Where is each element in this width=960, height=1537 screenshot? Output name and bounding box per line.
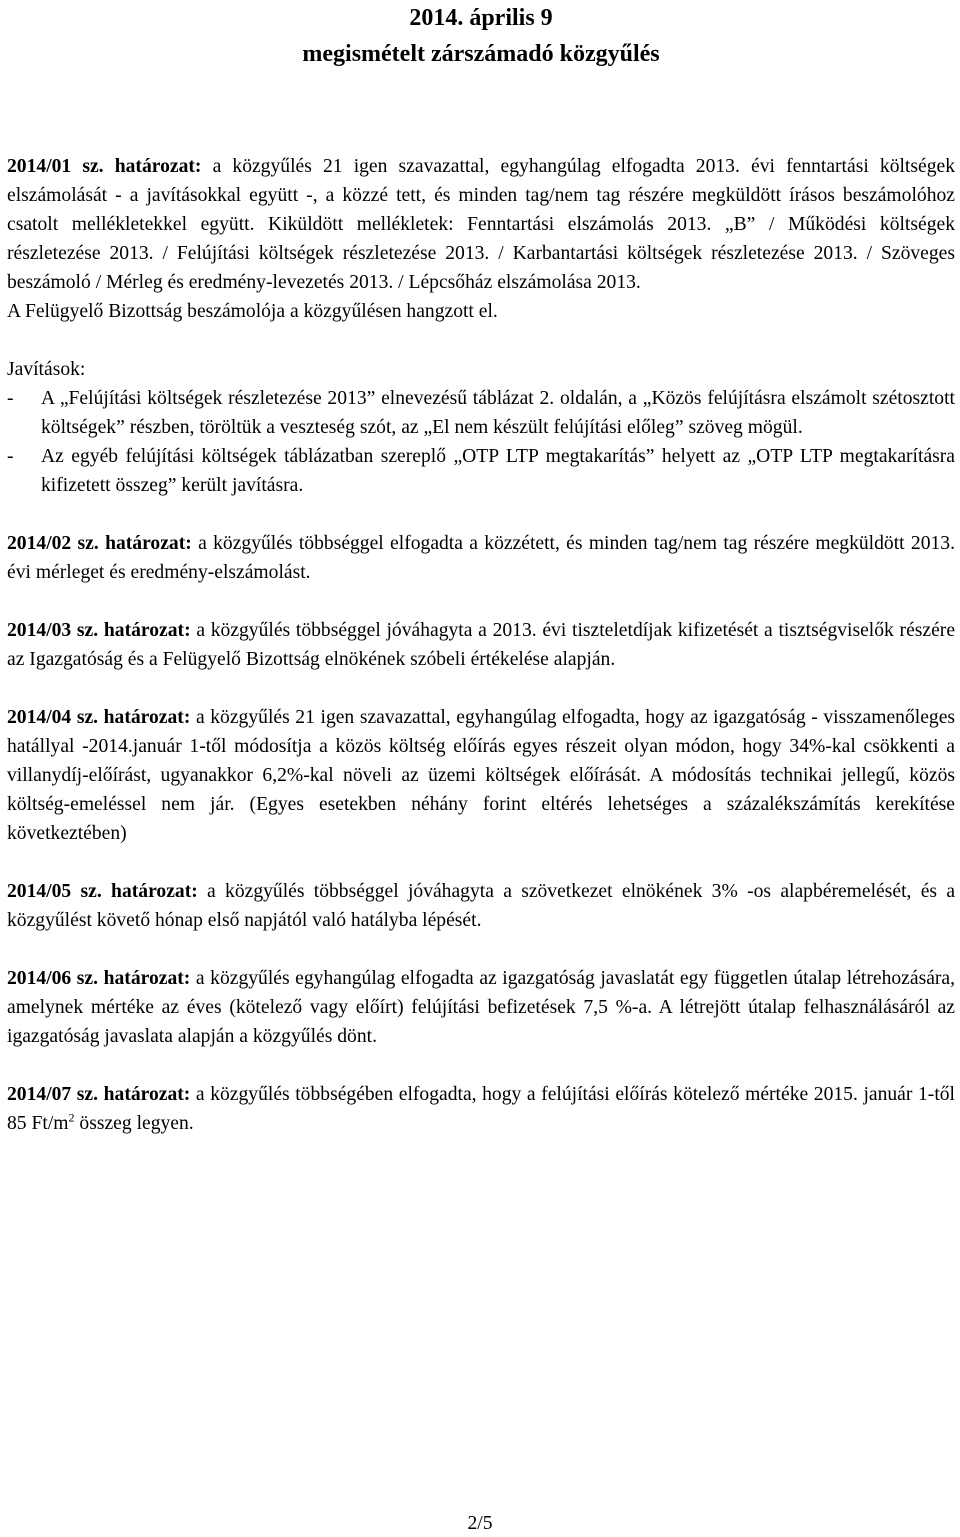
resolution-text: a közgyűlés többséggel jóváhagyta a 2013. évi tiszteletdíjak kifizetését a tisztségviselők részére az Igazgatóság és a Felügyelő Bizottság elnökének szóbeli értékelése alapján. [7,620,956,670]
resolution-paragraph [7,1080,955,1138]
list-dash: - [7,388,14,409]
corrections-heading: Javítások: [7,359,86,380]
resolution-label: határozat: [103,968,191,989]
resolution-paragraph [7,616,955,674]
correction-item [7,442,955,500]
resolution-text: a közgyűlés 21 igen szavazattal, egyhangúlag elfogadta, hogy az igazgatóság - visszamenőleges hatállyal -2014.január 1-től módosítja a közös költség előírás egyes részeit olyan módon, hogy 34%-kal csökkenti a villanydíj-előírást, ugyanakkor 6,2%-kal növeli az üzemi költségek előírását. A módosítás technikai jellegű, közös költség-emeléssel nem jár. (Egyes esetekben néhány forint eltérés lehetséges a százalékszámítás kerekítése következtében) [7,707,956,844]
resolution-2014-01 [7,152,955,326]
resolution-label: határozat: [105,533,192,554]
resolution-paragraph [7,152,955,297]
correction-text: A „Felújítási költségek részletezése 2013” elnevezésű táblázat 2. oldalán, a „Közös felújításra elszámolt szétosztott költségek” részben, töröltük a veszteség szót, az „El nem készült felújítási előleg” szöveg mögül. [41,388,955,438]
resolution-2014-03 [7,616,955,674]
title-line-date: 2014. április 9 [409,5,553,31]
resolution-text: a közgyűlés egyhangúlag elfogadta az igazgatóság javaslatát egy független útalap létrehozására, amelynek mértéke az éves (kötelező vagy előírt) felújítási befizetések 7,5 %-a. A létrejött útalap felhasználásáról az igazgatóság javaslata alapján a közgyűlés dönt. [7,968,956,1047]
resolution-number: 2014/03 sz. [7,620,99,641]
resolution-paragraph [7,529,955,587]
correction-item [7,384,955,442]
list-dash: - [7,446,14,467]
resolution-number: 2014/07 sz. [7,1084,99,1105]
document-title [7,0,955,72]
resolution-paragraph [7,703,955,848]
resolution-number: 2014/04 sz. [7,707,99,728]
resolution-2014-07 [7,1080,955,1138]
resolution-paragraph [7,877,955,935]
correction-text: Az egyéb felújítási költségek táblázatban szereplő „OTP LTP megtakarítás” helyett az „OTP LTP megtakarításra kifizetett összeg” került javításra. [41,446,955,496]
title-line-meeting: megismételt zárszámadó közgyűlés [302,41,660,67]
resolution-number: 2014/05 sz. [7,881,102,902]
resolution-paragraph [7,964,955,1051]
resolution-number: 2014/02 sz. [7,533,99,554]
resolution-number: 2014/06 sz. [7,968,99,989]
resolution-2014-06 [7,964,955,1051]
resolution-text-end: összeg legyen. [74,1113,194,1134]
resolution-text: a közgyűlés 21 igen szavazattal, egyhangúlag elfogadta 2013. évi fenntartási költségek elszámolását - a javításokkal együtt -, a közzé tett, és minden tag/nem tag részére megküldött írásos beszámolóhoz csatolt mellékletekkel együtt. Kiküldött mellékletek: Fenntartási elszámolás 2013. „B” / Működési költségek részletezése 2013. / Felújítási költségek részletezése 2013. / Karbantartási költségek részletezése 2013. / Szöveges beszámoló / Mérleg és eredmény-levezetés 2013. / Lépcsőház elszámolása 2013. [7,156,955,293]
resolution-2014-02 [7,529,955,587]
resolution-text: a közgyűlés többséggel elfogadta a közzétett, és minden tag/nem tag részére megküldött 2013. évi mérleget és eredmény-elszámolást. [7,533,955,583]
resolution-text: a közgyűlés többséggel jóváhagyta a szövetkezet elnökének 3% -os alapbéremelését, és a közgyűlést követő hónap első napjától való hatályba lépését. [7,881,956,931]
page-number: 2/5 [467,1513,493,1534]
resolution-2014-05 [7,877,955,935]
resolution-label: határozat: [111,881,198,902]
document-content [7,0,955,1167]
supervisory-board-note: A Felügyelő Bizottság beszámolója a közgyűlésen hangzott el. [7,301,498,322]
resolution-label: határozat: [103,707,191,728]
resolution-label: határozat: [114,156,202,177]
superscript-two: 2 [68,1110,75,1125]
resolution-2014-04 [7,703,955,848]
resolution-number: 2014/01 sz. [7,156,104,177]
resolution-label: határozat: [103,620,191,641]
resolution-label: határozat: [103,1084,191,1105]
resolution-text: a közgyűlés többségében elfogadta, hogy a felújítási előírás kötelező mértéke 2015. január 1-től 85 Ft/m [7,1084,955,1134]
corrections-section [7,355,955,500]
